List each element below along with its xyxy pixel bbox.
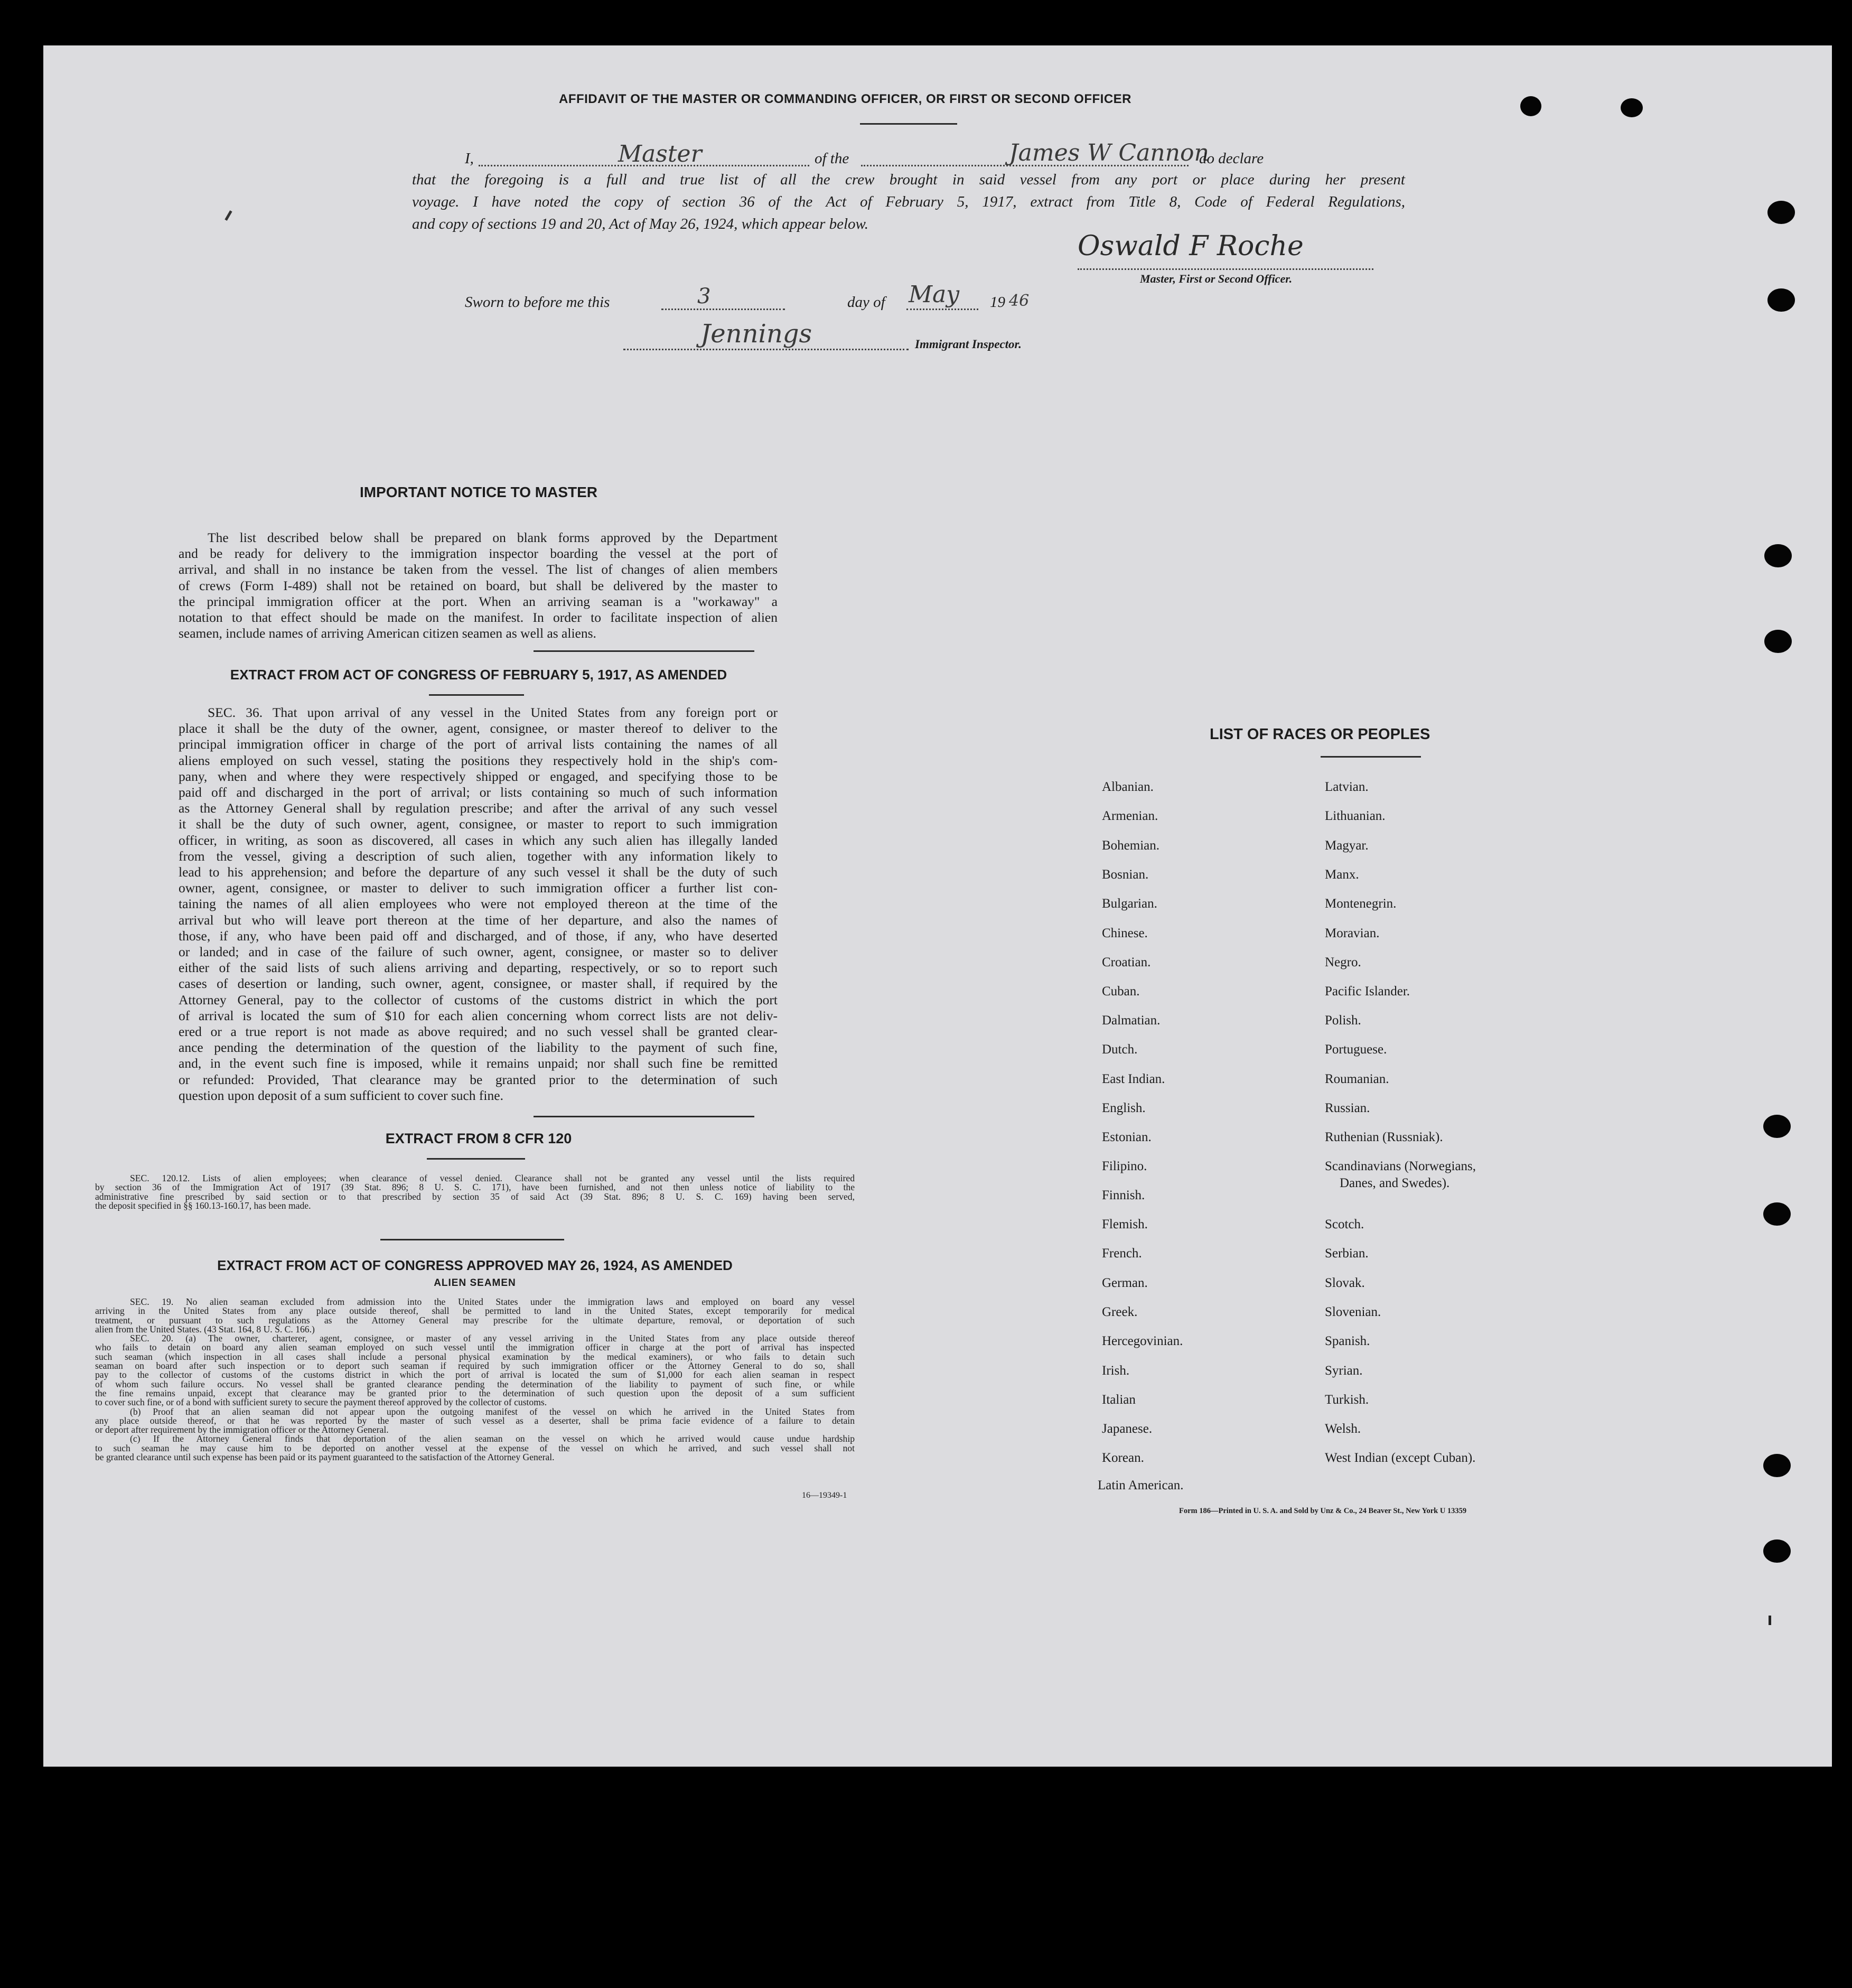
sec36-line: place it shall be the duty of the owner, agent, consignee, or master thereof to deliver to the	[179, 721, 778, 736]
race-item: Dalmatian.	[1102, 1013, 1161, 1028]
race-item: Croatian.	[1102, 955, 1151, 969]
punch-hole	[1763, 1202, 1791, 1226]
sec36-line: paid off and discharged in the port of arrival; or lists containing so much of such information	[179, 785, 778, 800]
sec36-line: officer, in writing, as soon as discovered, all cases in which any such alien has illegally landed	[179, 832, 778, 848]
month-line	[906, 309, 978, 310]
ink-speck	[1769, 1616, 1771, 1625]
form-footer: Form 186—Printed in U. S. A. and Sold by Unz & Co., 24 Beaver St., New York U 13359	[1179, 1507, 1467, 1515]
extract-1917-body	[179, 705, 778, 1104]
affidavit-title: AFFIDAVIT OF THE MASTER OR COMMANDING OFFICER, OR FIRST OR SECOND OFFICER	[558, 92, 1132, 106]
sec36-line: or landed; and in case of the failure of such owner, agent, consignee, or master so to deliver	[179, 944, 778, 960]
sec36-line: question upon deposit of a sum sufficient to cover such fine.	[179, 1087, 503, 1103]
sec36-line: those, if any, who have been paid off and discharged, and of those, if any, who have deserted	[179, 928, 778, 944]
extract-1917-heading: EXTRACT FROM ACT OF CONGRESS OF FEBRUARY 5, 1917, AS AMENDED	[230, 667, 727, 683]
race-item: Ruthenian (Russniak).	[1325, 1130, 1443, 1144]
extract-1924-body	[95, 1298, 855, 1462]
signature-line	[1078, 268, 1373, 270]
race-item: Negro.	[1325, 955, 1361, 969]
punch-hole	[1763, 1115, 1791, 1138]
race-item: French.	[1102, 1246, 1142, 1261]
year-handwriting: 46	[1009, 292, 1030, 310]
sec19-line: alien from the United States. (43 Stat. 164, 8 U. S. C. 166.)	[95, 1323, 315, 1334]
sec20-line: be granted clearance until such expense has been paid or its payment guaranteed to the satisfaction of the Attorney General.	[95, 1452, 555, 1463]
sec36-line: ance pending the determination of the question of the liability to the payment of such fine,	[179, 1040, 778, 1056]
race-item: Slovenian.	[1325, 1305, 1381, 1319]
sworn-label: Sworn to before me this	[465, 294, 610, 311]
vessel-handwriting: James W Cannon	[1009, 139, 1209, 166]
sec36-line: principal immigration officer in charge of the port of arrival lists containing the names of all	[179, 736, 778, 752]
race-item: Flemish.	[1102, 1217, 1148, 1231]
race-item: Bulgarian.	[1102, 897, 1157, 911]
sec20-line: such seaman (which inspection in all cases shall include a personal physical examination by the medical examiners), or who fails to detain such	[95, 1351, 855, 1362]
inspector-line	[623, 349, 909, 350]
race-item: Irish.	[1102, 1364, 1130, 1378]
punch-hole	[1767, 201, 1795, 224]
cfr-line: administrative fine prescribed by said section or to that prescribed by section 35 of said Act (39 Stat. 896; 8 U. S. C. 169) having been served,	[95, 1191, 855, 1202]
title-rule	[860, 123, 957, 125]
sec36-line: it shall be the duty of such owner, agent, consignee, or master to report to such immigration	[179, 816, 778, 832]
race-item: Hercegovinian.	[1102, 1334, 1183, 1348]
race-item: Finnish.	[1102, 1188, 1145, 1202]
race-item: West Indian (except Cuban).	[1325, 1451, 1476, 1465]
affidavit-line: voyage. I have noted the copy of section 36 of the Act of February 5, 1917, extract from Title 8, Code of Federal Regulations,	[412, 193, 1405, 210]
sec20-line: pay to the collector of customs of the customs district in which the port of arrival is located the sum of $1,000 for each alien seaman in respect	[95, 1369, 855, 1380]
race-item: Manx.	[1325, 867, 1359, 882]
sec36-line: of arrival is located the sum of $10 for each alien concerning whom correct lists are not deliv-	[179, 1007, 778, 1023]
race-item: Latin American.	[1098, 1478, 1184, 1492]
race-item: Montenegrin.	[1325, 897, 1397, 911]
sec36-line: either of the said lists of such aliens arriving and departing, respectively, or so to report such	[179, 960, 778, 976]
race-item: Russian.	[1325, 1101, 1370, 1115]
sec20-line: the fine remains unpaid, except that clearance may be granted prior to the determination of such question upon the deposit of a sum sufficient	[95, 1387, 855, 1398]
notice-line: seamen, include names of arriving American citizen seamen as well as aliens.	[179, 626, 596, 641]
sec36-line: taining the names of all alien employees who were not employed thereon at the time of the	[179, 896, 778, 912]
section-rule	[429, 694, 524, 696]
form-number-left: 16—19349-1	[802, 1491, 847, 1500]
punch-hole	[1621, 98, 1643, 117]
sec36-line: ered or a true report is not made as above required; and no such vessel shall be granted clear-	[179, 1024, 778, 1040]
race-item: German.	[1102, 1276, 1148, 1290]
year-prefix: 19	[990, 294, 1005, 311]
sec36-line: owner, agent, consignee, or master to deliver to such immigration officer a further list con-	[179, 880, 778, 896]
sec36-line: lead to his apprehension; and before the departure of any such vessel it shall be the duty of such	[179, 864, 778, 880]
affidavit-text	[412, 139, 1405, 238]
sec20-line: to such seaman he may cause him to be deported on another vessel at the expense of the vessel on which he arrived, and such vessel shall not	[95, 1442, 855, 1453]
race-item: Scandinavians (Norwegians,	[1325, 1159, 1476, 1173]
sec20-line: or deport after requirement by the immigration officer or the Attorney General.	[95, 1424, 389, 1435]
race-item: Slovak.	[1325, 1276, 1365, 1290]
section-rule	[534, 650, 754, 652]
race-item: Chinese.	[1102, 926, 1148, 940]
punch-hole	[1520, 96, 1541, 116]
sec36-line: and, in the event such fine is imposed, while it remains unpaid; nor shall such fine be remitted	[179, 1056, 778, 1071]
notice-line: notation to that effect should be made on the manifest. In order to facilitate inspection of alien	[179, 610, 778, 626]
cfr-line: by section 36 of the Immigration Act of 1917 (39 Stat. 896; 8 U. S. C. 171), have been furnished, and not then unless notice of liability to the	[95, 1182, 855, 1193]
cfr-line: the deposit specified in §§ 160.13-160.17, has been made.	[95, 1200, 311, 1211]
race-item: Turkish.	[1325, 1393, 1369, 1407]
punch-hole	[1763, 1454, 1791, 1477]
section-rule	[427, 1158, 525, 1160]
sec36-line: aliens employed on such vessel, stating the positions they respectively hold in the ship's com-	[179, 752, 778, 768]
sec36-line: as the Attorney General shall by regulation prescribe; and after the arrival of any such vessel	[179, 800, 778, 816]
race-item: Moravian.	[1325, 926, 1380, 940]
race-item: Armenian.	[1102, 809, 1158, 823]
cfr-line: SEC. 120.12. Lists of alien employees; when clearance of vessel denied. Clearance shall not be granted any vessel until the lists required	[130, 1173, 855, 1183]
sec20-line: any place outside thereof, or that he was reported by the master of such vessel as a deserter, shall be prima facie evidence of a failure to detain	[95, 1415, 855, 1426]
sec20-line: (b) Proof that an alien seaman did not appear upon the outgoing manifest of the vessel on which he arrived in the United States from	[130, 1406, 855, 1417]
sec19-line: treatment, or pursuant to such regulations as the Attorney General may prescribe for the ultimate departure, removal, or deportation of such	[95, 1314, 855, 1326]
sec36-line: from the vessel, giving a description of such alien, together with any information likely to	[179, 848, 778, 864]
notice-line: The list described below shall be prepared on blank forms approved by the Department	[208, 530, 778, 545]
race-item: Syrian.	[1325, 1364, 1363, 1378]
notice-line: of crews (Form I-489) shall not be retained on board, but shall be delivered by the master to	[179, 577, 778, 593]
sec36-line: or refunded: Provided, That clearance may be granted prior to the determination of such	[179, 1071, 778, 1087]
sec19-line: arriving in the United States from any place outside thereof, shall be permitted to land in the United States, except temporarily for medical	[95, 1305, 855, 1317]
do-declare-label: do declare	[1199, 150, 1264, 167]
notice-line: and be ready for delivery to the immigration inspector boarding the vessel at the port of	[179, 546, 778, 562]
inspector-signature: Jennings	[700, 319, 812, 349]
notice-line: the principal immigration officer at the port. When an arriving seaman is a "workaway" a	[179, 593, 778, 609]
sec36-line: cases of desertion or landing, such owner, agent, consignee, or master shall, if required by the	[179, 976, 778, 992]
race-item: East Indian.	[1102, 1072, 1165, 1086]
affidavit-line: that the foregoing is a full and true list of all the crew brought in said vessel from any port or place during her present	[412, 171, 1405, 188]
races-heading: LIST OF RACES OR PEOPLES	[1210, 726, 1430, 743]
race-item: Albanian.	[1102, 780, 1154, 794]
race-item: Bosnian.	[1102, 867, 1149, 882]
sec20-line: SEC. 20. (a) The owner, charterer, agent, consignee, or master of any vessel arriving in the United States from any place outside thereof	[130, 1333, 855, 1344]
punch-hole	[1767, 288, 1795, 312]
month-handwriting: May	[909, 281, 960, 308]
punch-hole	[1764, 544, 1792, 567]
sworn-row	[465, 281, 1152, 318]
sec19-line: SEC. 19. No alien seaman excluded from admission into the United States under the immigration laws and employed on board any vessel	[130, 1296, 855, 1307]
sec36-line: SEC. 36. That upon arrival of any vessel in the United States from any foreign port or	[208, 705, 778, 720]
sec36-line: pany, when and where they were respectively shipped or engaged, and specifying those to be	[179, 768, 778, 784]
sec20-line: to cover such fine, or of a bond with sufficient surety to secure the payment thereof approved by the collector of customs.	[95, 1397, 547, 1408]
affidavit-line: and copy of sections 19 and 20, Act of May 26, 1924, which appear below.	[412, 216, 868, 232]
sec36-line: Attorney General, pay to the collector of customs of the customs district in which the port	[179, 992, 778, 1007]
race-item: Magyar.	[1325, 838, 1369, 853]
race-item: Korean.	[1102, 1451, 1144, 1465]
section-rule	[380, 1239, 564, 1240]
sec20-line: of whom such failure occurs. No vessel shall be granted clearance pending the determination of the liability to payment of such fine, or while	[95, 1378, 855, 1389]
sec36-line: arrival but who will leave port thereon at the time of her departure, and also the names of	[179, 912, 778, 928]
race-item: Greek.	[1102, 1305, 1138, 1319]
race-item: Polish.	[1325, 1013, 1361, 1028]
race-item: Filipino.	[1102, 1159, 1147, 1173]
race-item: Danes, and Swedes).	[1340, 1176, 1450, 1190]
of-the-label: of the	[815, 150, 849, 167]
race-item: Cuban.	[1102, 984, 1140, 998]
notice-body	[179, 530, 778, 641]
day-line	[661, 309, 785, 310]
master-handwriting: Master	[618, 141, 702, 167]
extract-1924-heading: EXTRACT FROM ACT OF CONGRESS APPROVED MAY 26, 1924, AS AMENDED	[217, 1257, 733, 1273]
notice-line: arrival, and shall in no instance be taken from the vessel. The list of changes of alien members	[179, 562, 778, 577]
notice-heading: IMPORTANT NOTICE TO MASTER	[359, 484, 598, 500]
race-item: Roumanian.	[1325, 1072, 1389, 1086]
signature-caption: Master, First or Second Officer.	[1140, 272, 1293, 285]
punch-hole	[1764, 630, 1792, 653]
race-item: Lithuanian.	[1325, 809, 1386, 823]
cfr-heading: EXTRACT FROM 8 CFR 120	[385, 1131, 572, 1146]
race-item: Welsh.	[1325, 1422, 1361, 1436]
sec20-line: seaman on board after such inspection or to deport such seaman if required by such immigration officer or the Attorney General to do so, shall	[95, 1360, 855, 1371]
race-item: Estonian.	[1102, 1130, 1152, 1144]
alien-seamen-subheading: ALIEN SEAMEN	[434, 1277, 516, 1289]
master-signature: Oswald F Roche	[1078, 230, 1304, 262]
race-item: English.	[1102, 1101, 1146, 1115]
race-item: Latvian.	[1325, 780, 1369, 794]
i-label: I,	[465, 150, 474, 167]
cfr-body	[95, 1174, 855, 1210]
race-item: Bohemian.	[1102, 838, 1160, 853]
race-item: Japanese.	[1102, 1422, 1153, 1436]
inspector-caption: Immigrant Inspector.	[915, 338, 1022, 351]
day-of-label: day of	[847, 294, 885, 311]
race-item: Spanish.	[1325, 1334, 1370, 1348]
race-item: Pacific Islander.	[1325, 984, 1410, 998]
day-handwriting: 3	[697, 284, 711, 309]
race-item: Portuguese.	[1325, 1042, 1387, 1057]
race-item: Scotch.	[1325, 1217, 1364, 1231]
section-rule	[534, 1116, 754, 1117]
race-item: Serbian.	[1325, 1246, 1369, 1261]
sec20-line: (c) If the Attorney General finds that deportation of the alien seaman on the vessel on which he arrived would cause undue hardship	[130, 1433, 855, 1444]
race-item: Dutch.	[1102, 1042, 1138, 1057]
race-item: Italian	[1102, 1393, 1136, 1407]
punch-hole	[1763, 1539, 1791, 1563]
section-rule	[1321, 756, 1421, 758]
sec20-line: who fails to detain on board any alien seaman employed on such vessel until the immigration officer in charge at the port of arrival has inspected	[95, 1342, 855, 1353]
